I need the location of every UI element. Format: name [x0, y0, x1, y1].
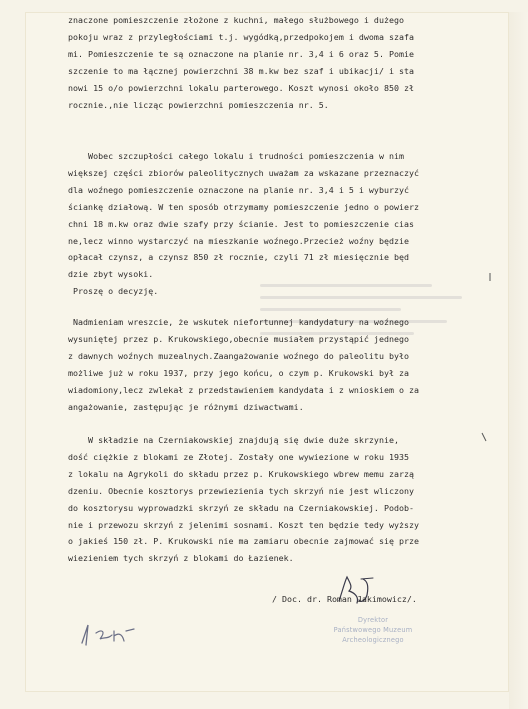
paragraph-4 [68, 432, 488, 567]
text-line: z lokalu na Agrykoli do składu przez p. Krukowskiego wbrew memu zarzą [68, 468, 415, 479]
margin-mark [480, 432, 488, 442]
text-line: dzie zbyt wysoki. [68, 269, 154, 280]
text-line: o jakieś 150 zł. P. Krukowski nie ma zamiaru obecnie zajmować się prze [68, 536, 420, 547]
paragraph-2 [68, 148, 488, 300]
text-line: Nadmieniam wreszcie, że wskutek niefortunnej kandydatury na woźnego [68, 317, 410, 327]
text-line: opłacał czynsz, a czynsz 850 zł rocznie, czyli 71 zł miesięcznie będ [68, 252, 410, 263]
margin-mark [486, 272, 494, 282]
text-line: wiadomiony,lecz zwlekał z przedstawieniem kandydata i z wnioskiem o za [68, 384, 420, 395]
text-line: możliwe już w roku 1937, przy jego końcu, o czym p. Krukowski był za [68, 367, 410, 378]
text-line: z dawnych woźnych muzealnych.Zaangażowanie woźnego do paleolitu było [68, 350, 410, 361]
text-line: mi. Pomieszczenie te są oznaczone na planie nr. 3,4 i 6 oraz 5. Pomie [68, 48, 415, 59]
text-line: angażowanie, zastępując je różnymi dziwactwami. [68, 401, 304, 412]
text-line: Proszę o decyzję. [68, 286, 159, 297]
text-line: wysuniętej przez p. Krukowskiego,obecnie musiałem przystąpić jednego [68, 333, 410, 344]
text-line: pokoju wraz z przyległościami t.j. wygódką,przedpokojem i dwoma szafa [68, 31, 415, 42]
text-line: szczenie to ma łącznej powierzchni 38 m.kw bez szaf i ubikacji/ i sta [68, 65, 415, 76]
text-line: ne,lecz winno wystarczyć na mieszkanie woźnego.Przecież woźny będzie [68, 235, 410, 246]
paragraph-3 [68, 314, 488, 415]
stamp-line: Archeologicznego [342, 636, 404, 644]
text-line: chni 18 m.kw oraz dwie szafy przy ścianie. Jest to pomieszczenie cias [68, 218, 415, 229]
official-stamp [318, 615, 428, 645]
page-edge-shadow [509, 12, 528, 709]
stamp-line: Dyrektor [357, 616, 389, 624]
text-line: ściankę działową. W ten sposób otrzymamy pomieszczenie jedno o powierz [68, 201, 420, 212]
text-line: dla woźnego pomieszczenie oznaczone na planie nr. 3,4 i 5 i wyburzyć [68, 184, 410, 195]
text-line: nie i przewozu skrzyń z jelenimi sosnami. Koszt ten będzie tedy wyższy [68, 519, 420, 530]
text-line: Wobec szczupłości całego lokalu i trudności pomieszczenia w nim [68, 151, 405, 161]
text-line: dzeniu. Obecnie kosztorys przewiezienia tych skrzyń nie jest wliczony [68, 485, 415, 496]
text-line: nowi 15 o/o powierzchni lokalu parterowego. Koszt wynosi około 850 zł [68, 82, 415, 93]
text-line: dość ciężkie z blokami ze Złotej. Zostały one wywiezione w roku 1935 [68, 451, 410, 462]
text-line: do kosztorysu wyprowadzki skrzyń ze składu na Czerniakowskiej. Podob- [68, 502, 415, 513]
stamp-line: Państwowego Muzeum [333, 626, 413, 634]
signature-line: / Doc. dr. Roman Jakimowicz/. [272, 594, 417, 604]
pencil-note [74, 621, 144, 647]
text-line: W składzie na Czerniakowskiej znajdują się dwie duże skrzynie, [68, 435, 399, 445]
text-line: rocznie.,nie licząc powierzchni pomieszczenia nr. 5. [68, 99, 329, 110]
text-line: znaczone pomieszczenie złożone z kuchni, małego służbowego i dużego [68, 15, 405, 25]
paragraph-1 [68, 12, 488, 113]
text-line: większej części zbiorów paleolitycznych uważam za wskazane przeznaczyć [68, 167, 420, 178]
text-line: wiezieniem tych skrzyń z blokami do Łazienek. [68, 553, 294, 564]
